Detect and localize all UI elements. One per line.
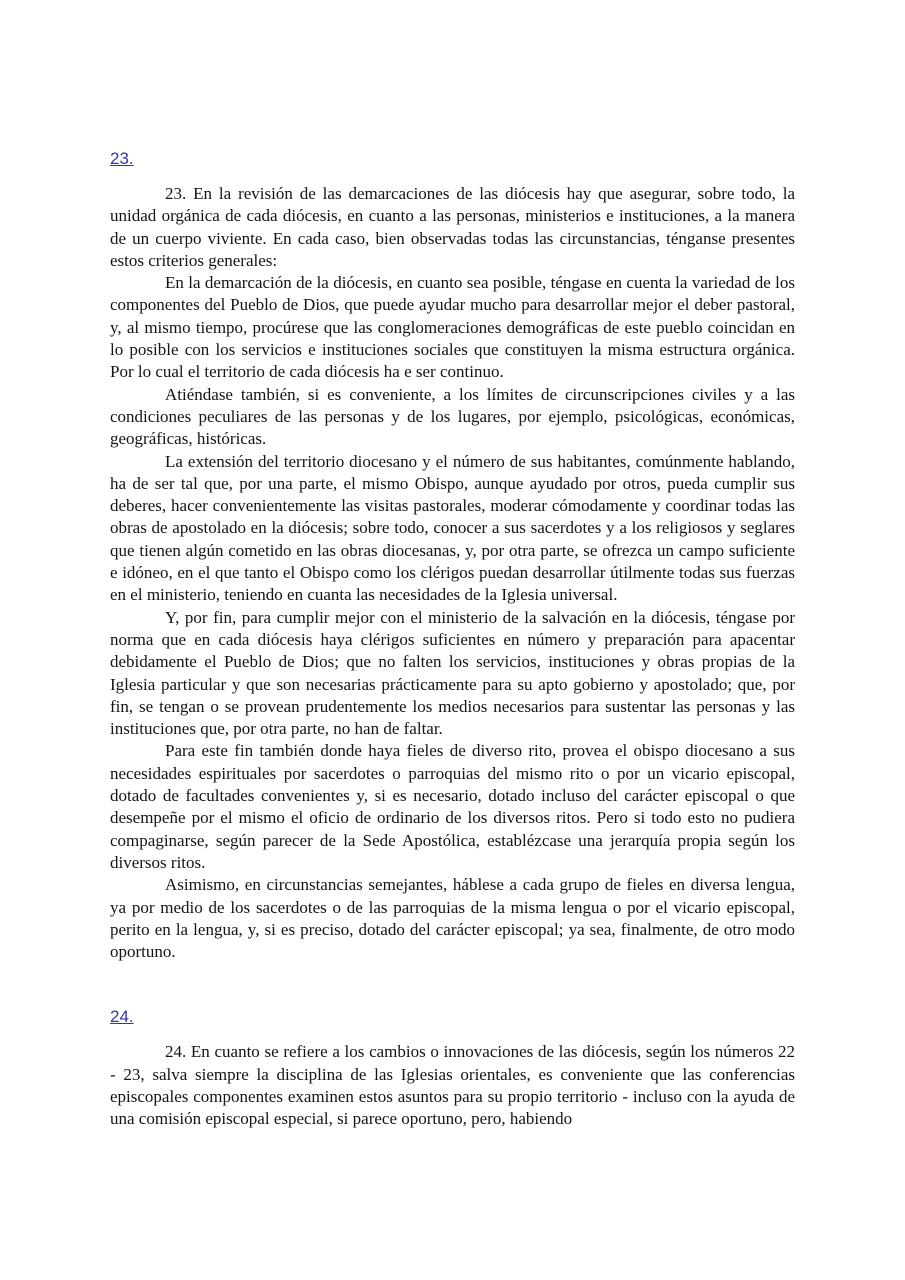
section-23-anchor-link[interactable]: 23. xyxy=(110,149,134,168)
paragraph-23-demarcacion: En la demarcación de la diócesis, en cuanto sea posible, téngase en cuenta la variedad de los componentes del Pueblo de Dios, que puede ayudar mucho para desarrollar mejor el deber pastoral, y, al mismo tiempo, procúrese que las conglomeraciones demográficas de este pueblo coincidan en lo posible con los servicios e instituciones sociales que constituyen la misma estructura orgánica. Por lo cual el territorio de cada diócesis ha e ser continuo. xyxy=(110,273,795,382)
paragraph-23-lengua: Asimismo, en circunstancias semejantes, háblese a cada grupo de fieles en diversa lengua, ya por medio de los sacerdotes o de las parroquias de la misma lengua o por el vicario episcopal, perito en la lengua, y, si es preciso, dotado del carácter episcopal; ya sea, finalmente, de otro modo oportuno. xyxy=(110,875,795,962)
paragraph-23-intro: 23. En la revisión de las demarcaciones de las diócesis hay que asegurar, sobre todo, la unidad orgánica de cada diócesis, en cuanto a las personas, ministerios e instituciones, a la manera de un cuerpo viviente. En cada caso, bien observadas todas las circunstancias, ténganse presentes estos criterios generales: xyxy=(110,184,795,270)
paragraph-23-limites: Atiéndase también, si es conveniente, a los límites de circunscripciones civiles y a las condiciones peculiares de las personas y de los lugares, por ejemplo, psicológicas, económicas, geográficas, históricas. xyxy=(110,384,795,449)
paragraph-23-ritos: Para este fin también donde haya fieles de diverso rito, provea el obispo diocesano a sus necesidades espirituales por sacerdotes o parroquias del mismo rito o por un vicario episcopal, dotado de facultades convenientes y, si es necesario, dotado incluso del carácter episcopal o que desempeñe por el mismo el oficio de ordinario de los diversos ritos. Pero si todo esto no pudiera compaginarse, según parecer de la Sede Apostólica, establézcase una jerarquía propia según los diversos ritos. xyxy=(110,741,795,872)
paragraph-23-clerigos: Y, por fin, para cumplir mejor con el ministerio de la salvación en la diócesis, téngase por norma que en cada diócesis haya clérigos suficientes en número y preparación para apacentar debidamente el Pueblo de Dios; que no falten los servicios, instituciones y obras propias de la Iglesia particular y que son necesarias prácticamente para su apto gobierno y apostolado; que, por fin, se tengan o se provean prudentemente los medios necesarios para sustentar las personas y las instituciones que, por otra parte, no han de faltar. xyxy=(110,607,795,739)
paragraph-24-intro: 24. En cuanto se refiere a los cambios o innovaciones de las diócesis, según los números 22 - 23, salva siempre la disciplina de las Iglesias orientales, es conveniente que las conferencias episcopales componentes examinen estos asuntos para su propio territorio - incluso con la ayuda de una comisión episcopal especial, si parece oportuno, pero, habiendo xyxy=(110,1042,795,1129)
section-24-anchor-link[interactable]: 24. xyxy=(110,1007,134,1027)
paragraph-23-extension: La extensión del territorio diocesano y el número de sus habitantes, comúnmente hablando, ha de ser tal que, por una parte, el mismo Obispo, aunque ayudado por otros, pueda cumplir sus deberes, hacer convenientemente las visitas pastorales, moderar cómodamente y coordinar todas las obras de apostolado en la diócesis; sobre todo, conocer a sus sacerdotes y a los religiosos y seglares que tienen algún cometido en las obras diocesanas, y, por otra parte, se ofrezca un campo suficiente e idóneo, en el que tanto el Obispo como los clérigos puedan desarrollar útilmente todas sus fuerzas en el ministerio, teniendo en cuanta las necesidades de la Iglesia universal. xyxy=(110,451,795,605)
